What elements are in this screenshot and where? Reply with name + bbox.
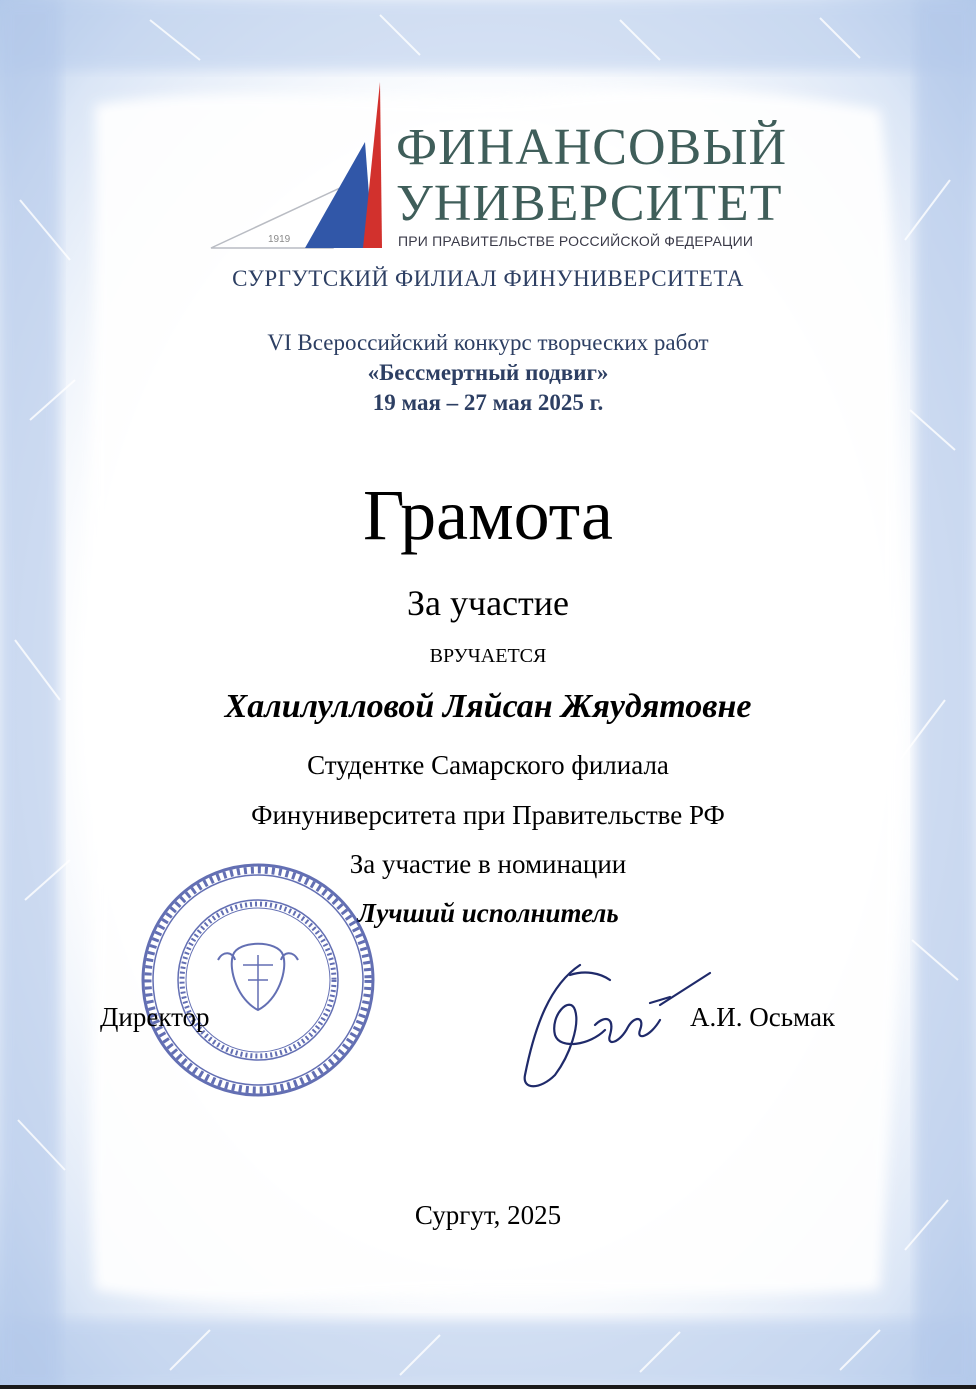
recipient-desc-line1: Студентке Самарского филиала [307, 750, 669, 780]
university-logo-mark [205, 80, 385, 250]
contest-name: «Бессмертный подвиг» [367, 360, 609, 385]
logo-title-line2: УНИВЕРСИТЕТ [396, 175, 783, 232]
branch-name: СУРГУТСКИЙ ФИЛИАЛ ФИНУНИВЕРСИТЕТА [232, 266, 744, 291]
city-year: Сургут, 2025 [414, 1200, 562, 1230]
director-label: Директор [100, 1002, 210, 1032]
nomination-name: Лучший исполнитель [357, 898, 619, 928]
contest-dates: 19 мая – 27 мая 2025 г. [372, 390, 604, 415]
director-name: А.И. Осьмак [690, 1002, 836, 1032]
official-stamp [138, 860, 378, 1100]
nomination-label: За участие в номинации [349, 849, 627, 879]
logo-year: 1919 [268, 234, 291, 245]
logo-subtitle: ПРИ ПРАВИТЕЛЬСТВЕ РОССИЙСКОЙ ФЕДЕРАЦИИ [398, 233, 754, 249]
bottom-edge [0, 1385, 976, 1389]
logo-title-line1: ФИНАНСОВЫЙ [396, 119, 788, 176]
certificate-title: Грамота [363, 475, 613, 555]
recipient-desc-line2: Финуниверситета при Правительстве РФ [251, 800, 725, 830]
recipient-name: Халилулловой Ляйсан Жяудятовне [224, 688, 752, 725]
certificate-subtitle: За участие [406, 583, 570, 623]
awarded-label: ВРУЧАЕТСЯ [429, 645, 547, 667]
contest-title: VI Всероссийский конкурс творческих работ [267, 330, 709, 355]
